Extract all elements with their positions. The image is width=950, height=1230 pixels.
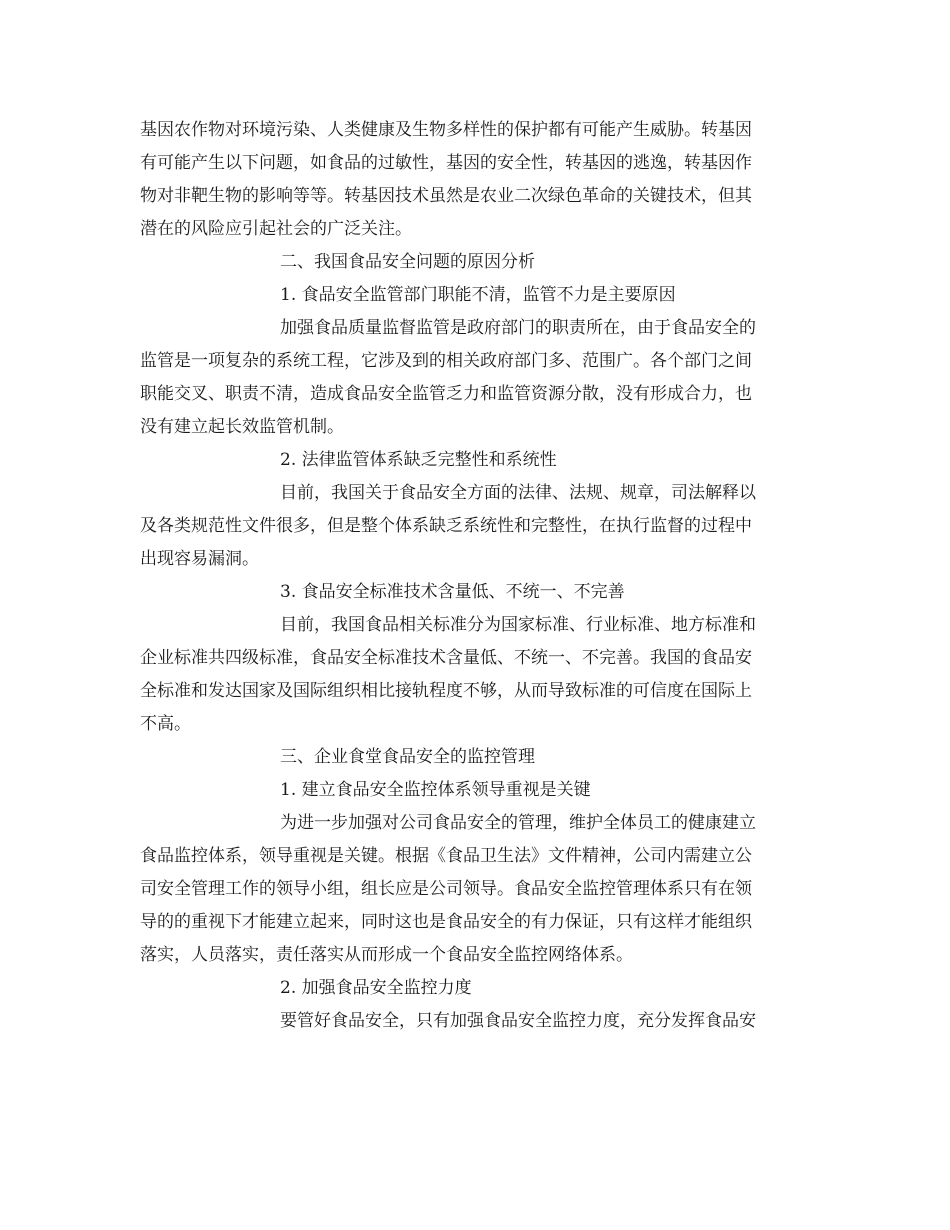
paragraph-line: 全标准和发达国家及国际组织相比接轨程度不够，从而导致标准的可信度在国际上: [140, 681, 752, 701]
indented-paragraph-line: 2. 加强食品安全监控力度: [280, 978, 472, 998]
document-body: [140, 114, 810, 1038]
paragraph-line: 物对非靶生物的影响等等。转基因技术虽然是农业二次绿色革命的关键技术，但其: [140, 186, 752, 206]
paragraph-line: 及各类规范性文件很多，但是整个体系缺乏系统性和完整性，在执行监督的过程中: [140, 516, 752, 536]
paragraph-line: 不高。: [140, 714, 191, 734]
indented-paragraph-line: 1. 建立食品安全监控体系领导重视是关键: [280, 780, 591, 800]
paragraph-line: 出现容易漏洞。: [140, 549, 259, 569]
paragraph-line: 司安全管理工作的领导小组，组长应是公司领导。食品安全监控管理体系只有在领: [140, 879, 752, 899]
indented-paragraph-line: 三、企业食堂食品安全的监控管理: [280, 747, 535, 767]
indented-paragraph-line: 二、我国食品安全问题的原因分析: [280, 252, 535, 272]
indented-paragraph-line: 为进一步加强对公司食品安全的管理，维护全体员工的健康建立: [280, 813, 756, 833]
indented-paragraph-line: 加强食品质量监督监管是政府部门的职责所在，由于食品安全的: [280, 318, 756, 338]
paragraph-line: 没有建立起长效监管机制。: [140, 417, 344, 437]
paragraph-line: 基因农作物对环境污染、人类健康及生物多样性的保护都有可能产生威胁。转基因: [140, 120, 752, 140]
paragraph-line: 潜在的风险应引起社会的广泛关注。: [140, 219, 412, 239]
paragraph-line: 监管是一项复杂的系统工程，它涉及到的相关政府部门多、范围广。各个部门之间: [140, 351, 752, 371]
indented-paragraph-line: 1. 食品安全监管部门职能不清，监管不力是主要原因: [280, 285, 676, 305]
indented-paragraph-line: 要管好食品安全，只有加强食品安全监控力度，充分发挥食品安: [280, 1011, 756, 1031]
indented-paragraph-line: 2. 法律监管体系缺乏完整性和系统性: [280, 450, 557, 470]
paragraph-line: 职能交叉、职责不清，造成食品安全监管乏力和监管资源分散，没有形成合力，也: [140, 384, 752, 404]
paragraph-line: 食品监控体系，领导重视是关键。根据《食品卫生法》文件精神，公司内需建立公: [140, 846, 752, 866]
paragraph-line: 导的的重视下才能建立起来，同时这也是食品安全的有力保证，只有这样才能组织: [140, 912, 752, 932]
indented-paragraph-line: 目前，我国关于食品安全方面的法律、法规、规章，司法解释以: [280, 483, 756, 503]
paragraph-line: 有可能产生以下问题，如食品的过敏性，基因的安全性，转基因的逃逸，转基因作: [140, 153, 752, 173]
indented-paragraph-line: 3. 食品安全标准技术含量低、不统一、不完善: [280, 582, 625, 602]
paragraph-line: 落实，人员落实，责任落实从而形成一个食品安全监控网络体系。: [140, 945, 633, 965]
paragraph-line: 企业标准共四级标准，食品安全标准技术含量低、不统一、不完善。我国的食品安: [140, 648, 752, 668]
indented-paragraph-line: 目前，我国食品相关标准分为国家标准、行业标准、地方标准和: [280, 615, 756, 635]
